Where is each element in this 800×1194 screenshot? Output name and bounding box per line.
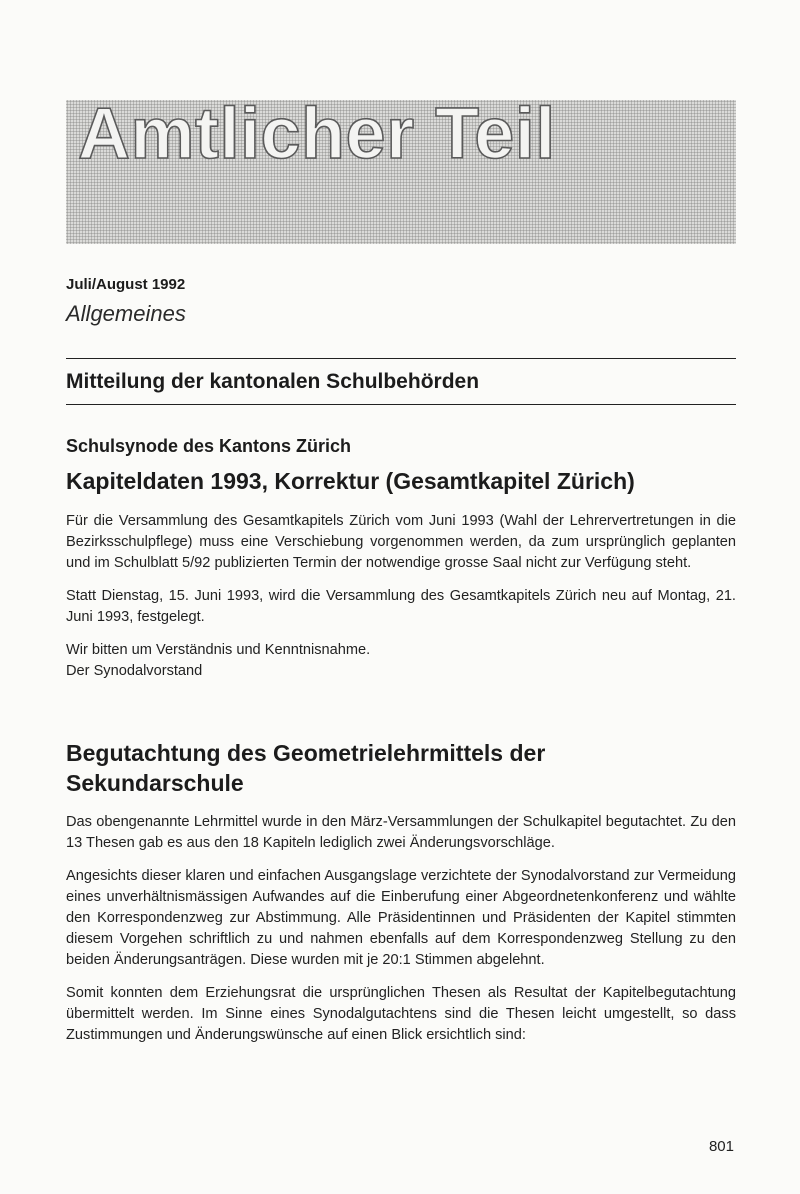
divider-bottom: [66, 404, 736, 405]
issue-date: Juli/August 1992: [66, 276, 186, 293]
article-headline: Kapiteldaten 1993, Korrektur (Gesamtkapitel Zürich): [66, 468, 635, 494]
page-number: 801: [708, 1138, 734, 1155]
article-paragraph: Wir bitten um Verständnis und Kenntnisnahme.: [66, 642, 371, 658]
article-kicker: Schulsynode des Kantons Zürich: [66, 436, 352, 456]
article-begutachtung: [66, 738, 736, 1046]
page-content: [66, 272, 736, 1046]
article-signature: Der Synodalvorstand: [66, 663, 203, 679]
title-banner: [66, 94, 736, 244]
banner-title: Amtlicher Teil: [78, 94, 556, 174]
article-kapiteldaten: [66, 433, 736, 682]
section-heading: Allgemeines: [66, 301, 186, 326]
article-paragraph: Das obengenannte Lehrmittel wurde in den März-Versammlungen der Schulkapitel begutachtet. Zu den 13 Thesen gab es aus den 18 Kapiteln lediglich zwei Änderungsvorschläge.: [66, 814, 736, 851]
article-paragraph: Für die Versammlung des Gesamtkapitels Zürich vom Juni 1993 (Wahl der Lehrervertretungen in die Bezirksschulpflege) muss eine Verschiebung vorgenommen werden, da zum ursprünglich geplanten und im Schulblatt 5/92 publizierten Termin der notwendige grosse Saal nicht zur Verfügung steht.: [66, 513, 736, 571]
band-title: Mitteilung der kantonalen Schulbehörden: [66, 370, 480, 393]
headline-line: Begutachtung des Geometrielehrmittels der: [66, 740, 546, 766]
article-paragraph: Somit konnten dem Erziehungsrat die ursprünglichen Thesen als Resultat der Kapitelbegutachtung übermittelt werden. Im Sinne eines Synodalgutachtens sind die Thesen leicht umgestellt, so dass Zustimmungen und Änderungswünsche auf einen Blick ersichtlich sind:: [66, 985, 736, 1043]
article-paragraph: Angesichts dieser klaren und einfachen Ausgangslage verzichtete der Synodalvorstand zur Vermeidung eines unverhältnismässigen Aufwandes auf die Einberufung einer Abgeordnetenkonferenz und wählte den Korrespondenzweg zur Abstimmung. Alle Präsidentinnen und Präsidenten der Kapitel stimmten diesem Vorgehen schriftlich zu und nahmen ebenfalls auf dem Korrespondenzweg Stellung zu den beiden Änderungsanträgen. Diese wurden mit je 20:1 Stimmen abgelehnt.: [66, 868, 736, 968]
headline-line: Sekundarschule: [66, 770, 244, 796]
article-paragraph: Statt Dienstag, 15. Juni 1993, wird die Versammlung des Gesamtkapitels Zürich neu auf Montag, 21. Juni 1993, festgelegt.: [66, 588, 736, 625]
article-headline: [66, 738, 736, 798]
